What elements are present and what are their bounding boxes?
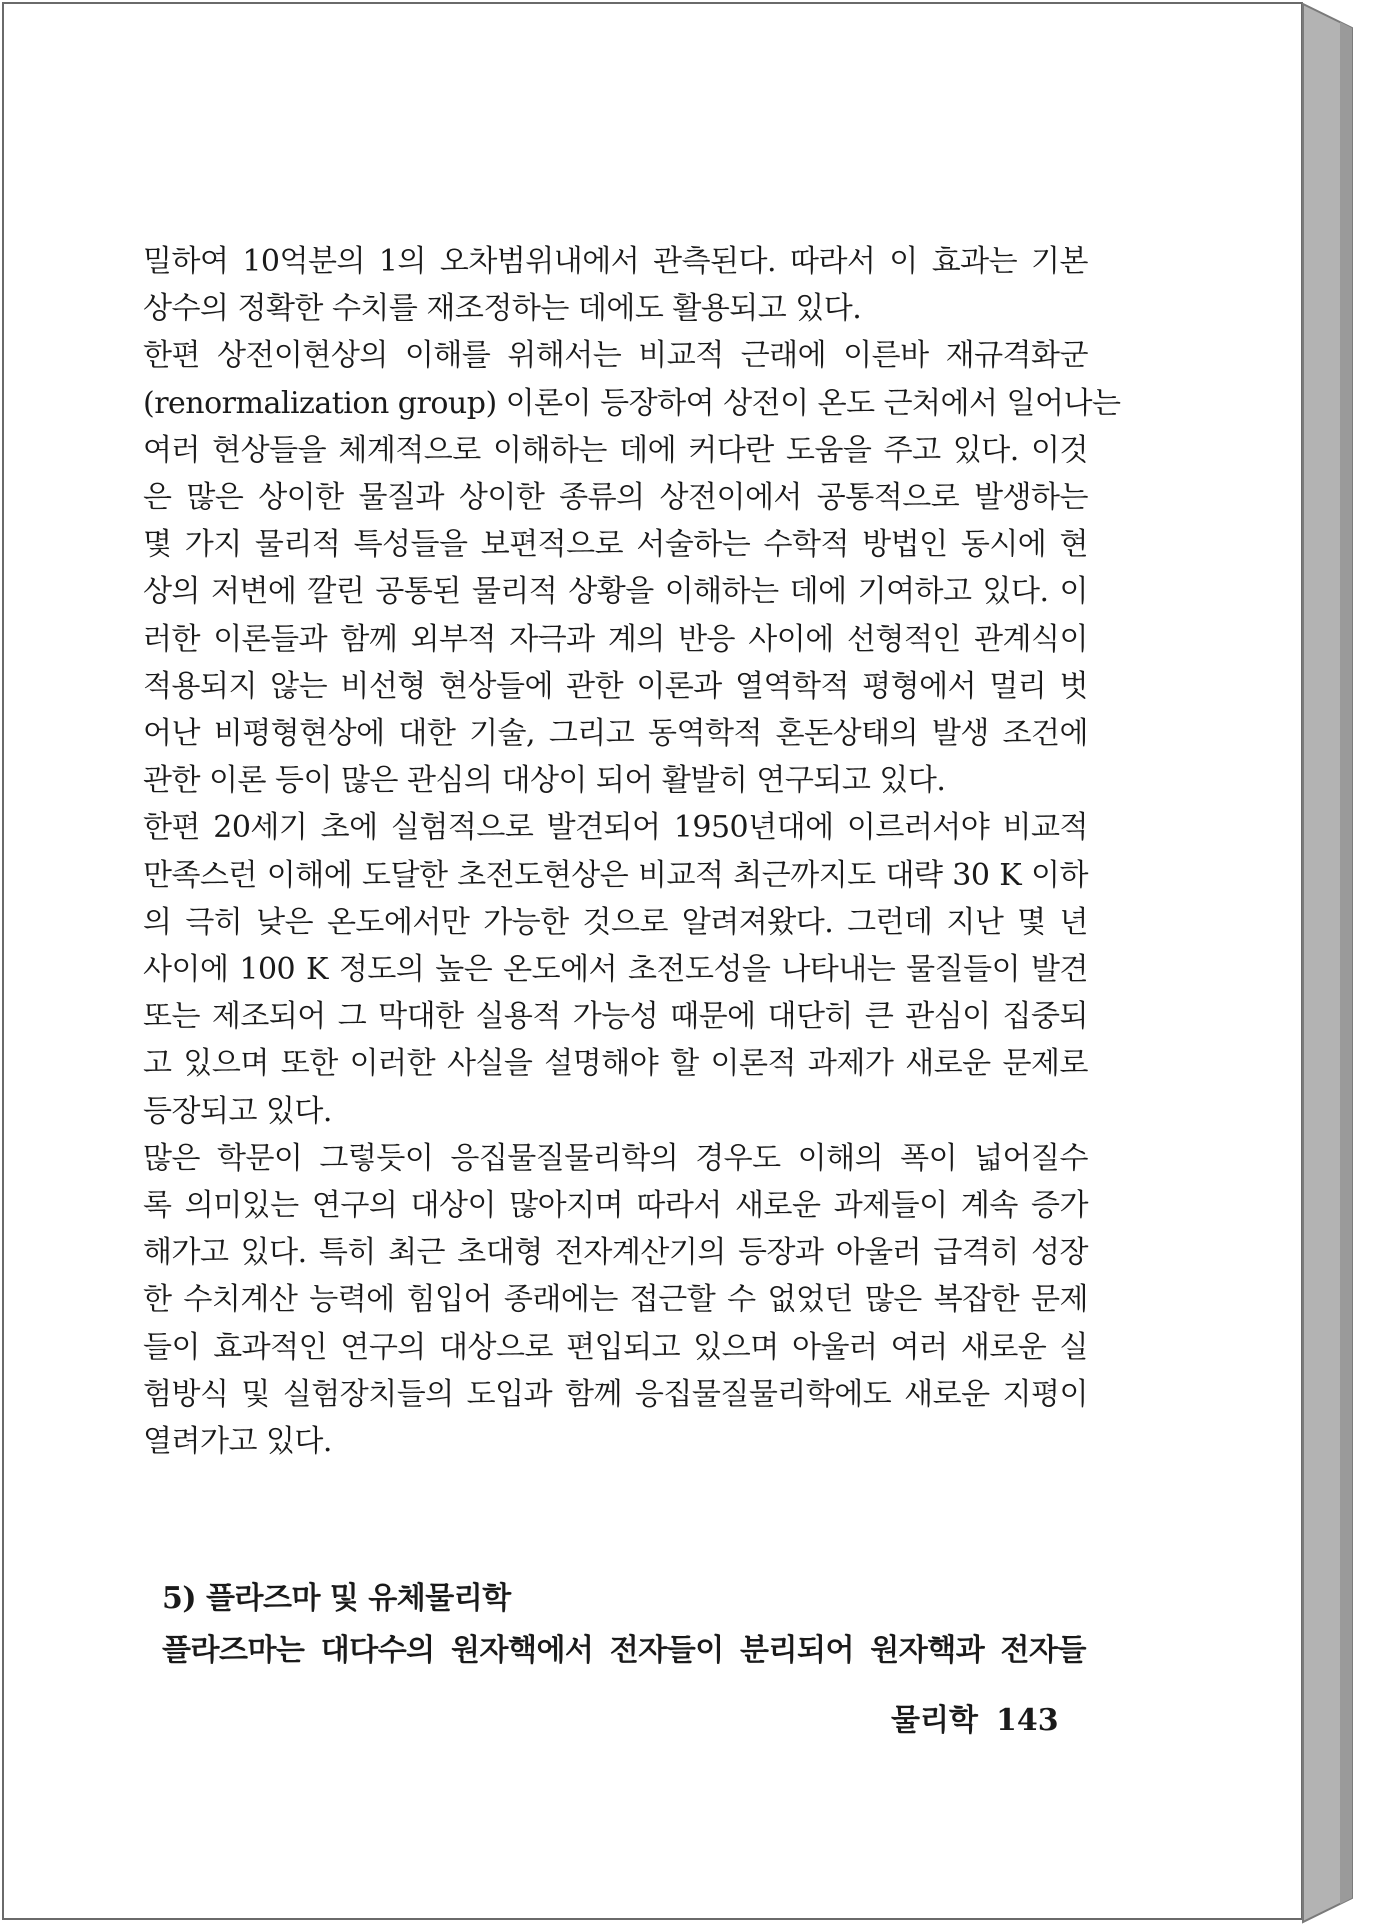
text-line: 많은 학문이 그렇듯이 응집물질물리학의 경우도 이해의 폭이 넓어질수 [143, 1140, 1088, 1176]
page-number: 143 [995, 1703, 1059, 1738]
text-line: 어난 비평형현상에 대한 기술, 그리고 동역학적 혼돈상태의 발생 조건에 [143, 716, 1088, 752]
paragraph-2 [143, 332, 1121, 804]
paragraph-4 [143, 1135, 1088, 1465]
text-line: 한 수치계산 능력에 힘입어 종래에는 접근할 수 없었던 많은 복잡한 문제 [143, 1282, 1088, 1318]
paragraph-1 [143, 238, 1088, 332]
text-line: 상의 저변에 깔린 공통된 물리적 상황을 이해하는 데에 기여하고 있다. 이 [143, 574, 1088, 610]
text-line: 험방식 및 실험장치들의 도입과 함께 응집물질물리학에도 새로운 지평이 [143, 1376, 1088, 1412]
text-line: 만족스런 이해에 도달한 초전도현상은 비교적 최근까지도 대략 30 K 이하 [143, 857, 1088, 893]
page-footer [891, 1695, 1059, 1739]
text-line: 적용되지 않는 비선형 현상들에 관한 이론과 열역학적 평형에서 멀리 벗 [143, 668, 1088, 704]
text-line: 밀하여 10억분의 1의 오차범위내에서 관측된다. 따라서 이 효과는 기본 [143, 244, 1088, 279]
text-line: 사이에 100 K 정도의 높은 온도에서 초전도성을 나타내는 물질들이 발견 [143, 952, 1088, 988]
text-line: 한편 상전이현상의 이해를 위해서는 비교적 근래에 이른바 재규격화군 [143, 338, 1088, 374]
section-first-line: 플라즈마는 대다수의 원자핵에서 전자들이 분리되어 원자핵과 전자들 [162, 1633, 1086, 1668]
section-heading: 5) 플라즈마 및 유체물리학 [162, 1581, 511, 1616]
text-line: 여러 현상들을 체계적으로 이해하는 데에 커다란 도움을 주고 있다. 이것 [143, 432, 1088, 468]
text-line: 또는 제조되어 그 막대한 실용적 가능성 때문에 대단히 큰 관심이 집중되 [143, 999, 1088, 1035]
text-line: 은 많은 상이한 물질과 상이한 종류의 상전이에서 공통적으로 발생하는 [143, 480, 1088, 516]
body-text [143, 238, 1121, 1465]
text-line: 의 극히 낮은 온도에서만 가능한 것으로 알려져왔다. 그런데 지난 몇 년 [143, 904, 1088, 940]
text-line: 열려가고 있다. [143, 1424, 332, 1460]
text-line: 등장되고 있다. [143, 1093, 332, 1129]
text-line: (renormalization group) 이론이 등장하여 상전이 온도 근처에서 일어나는 [143, 385, 1121, 421]
text-line: 고 있으며 또한 이러한 사실을 설명해야 할 이론적 과제가 새로운 문제로 [143, 1046, 1088, 1082]
text-line: 러한 이론들과 함께 외부적 자극과 계의 반응 사이에 선형적인 관계식이 [143, 621, 1088, 657]
text-line: 해가고 있다. 특히 최근 초대형 전자계산기의 등장과 아울러 급격히 성장 [143, 1235, 1088, 1271]
text-line: 몇 가지 물리적 특성들을 보편적으로 서술하는 수학적 방법인 동시에 현 [143, 527, 1088, 563]
running-footer-title: 물리학 [891, 1703, 978, 1738]
text-line: 록 의미있는 연구의 대상이 많아지며 따라서 새로운 과제들이 계속 증가 [143, 1188, 1088, 1224]
text-line: 관한 이론 등이 많은 관심의 대상이 되어 활발히 연구되고 있다. [143, 763, 946, 799]
text-line: 상수의 정확한 수치를 재조정하는 데에도 활용되고 있다. [143, 291, 862, 327]
text-line: 들이 효과적인 연구의 대상으로 편입되고 있으며 아울러 여러 새로운 실 [143, 1329, 1088, 1365]
text-line: 한편 20세기 초에 실험적으로 발견되어 1950년대에 이르러서야 비교적 [143, 810, 1088, 846]
paragraph-3 [143, 804, 1088, 1134]
